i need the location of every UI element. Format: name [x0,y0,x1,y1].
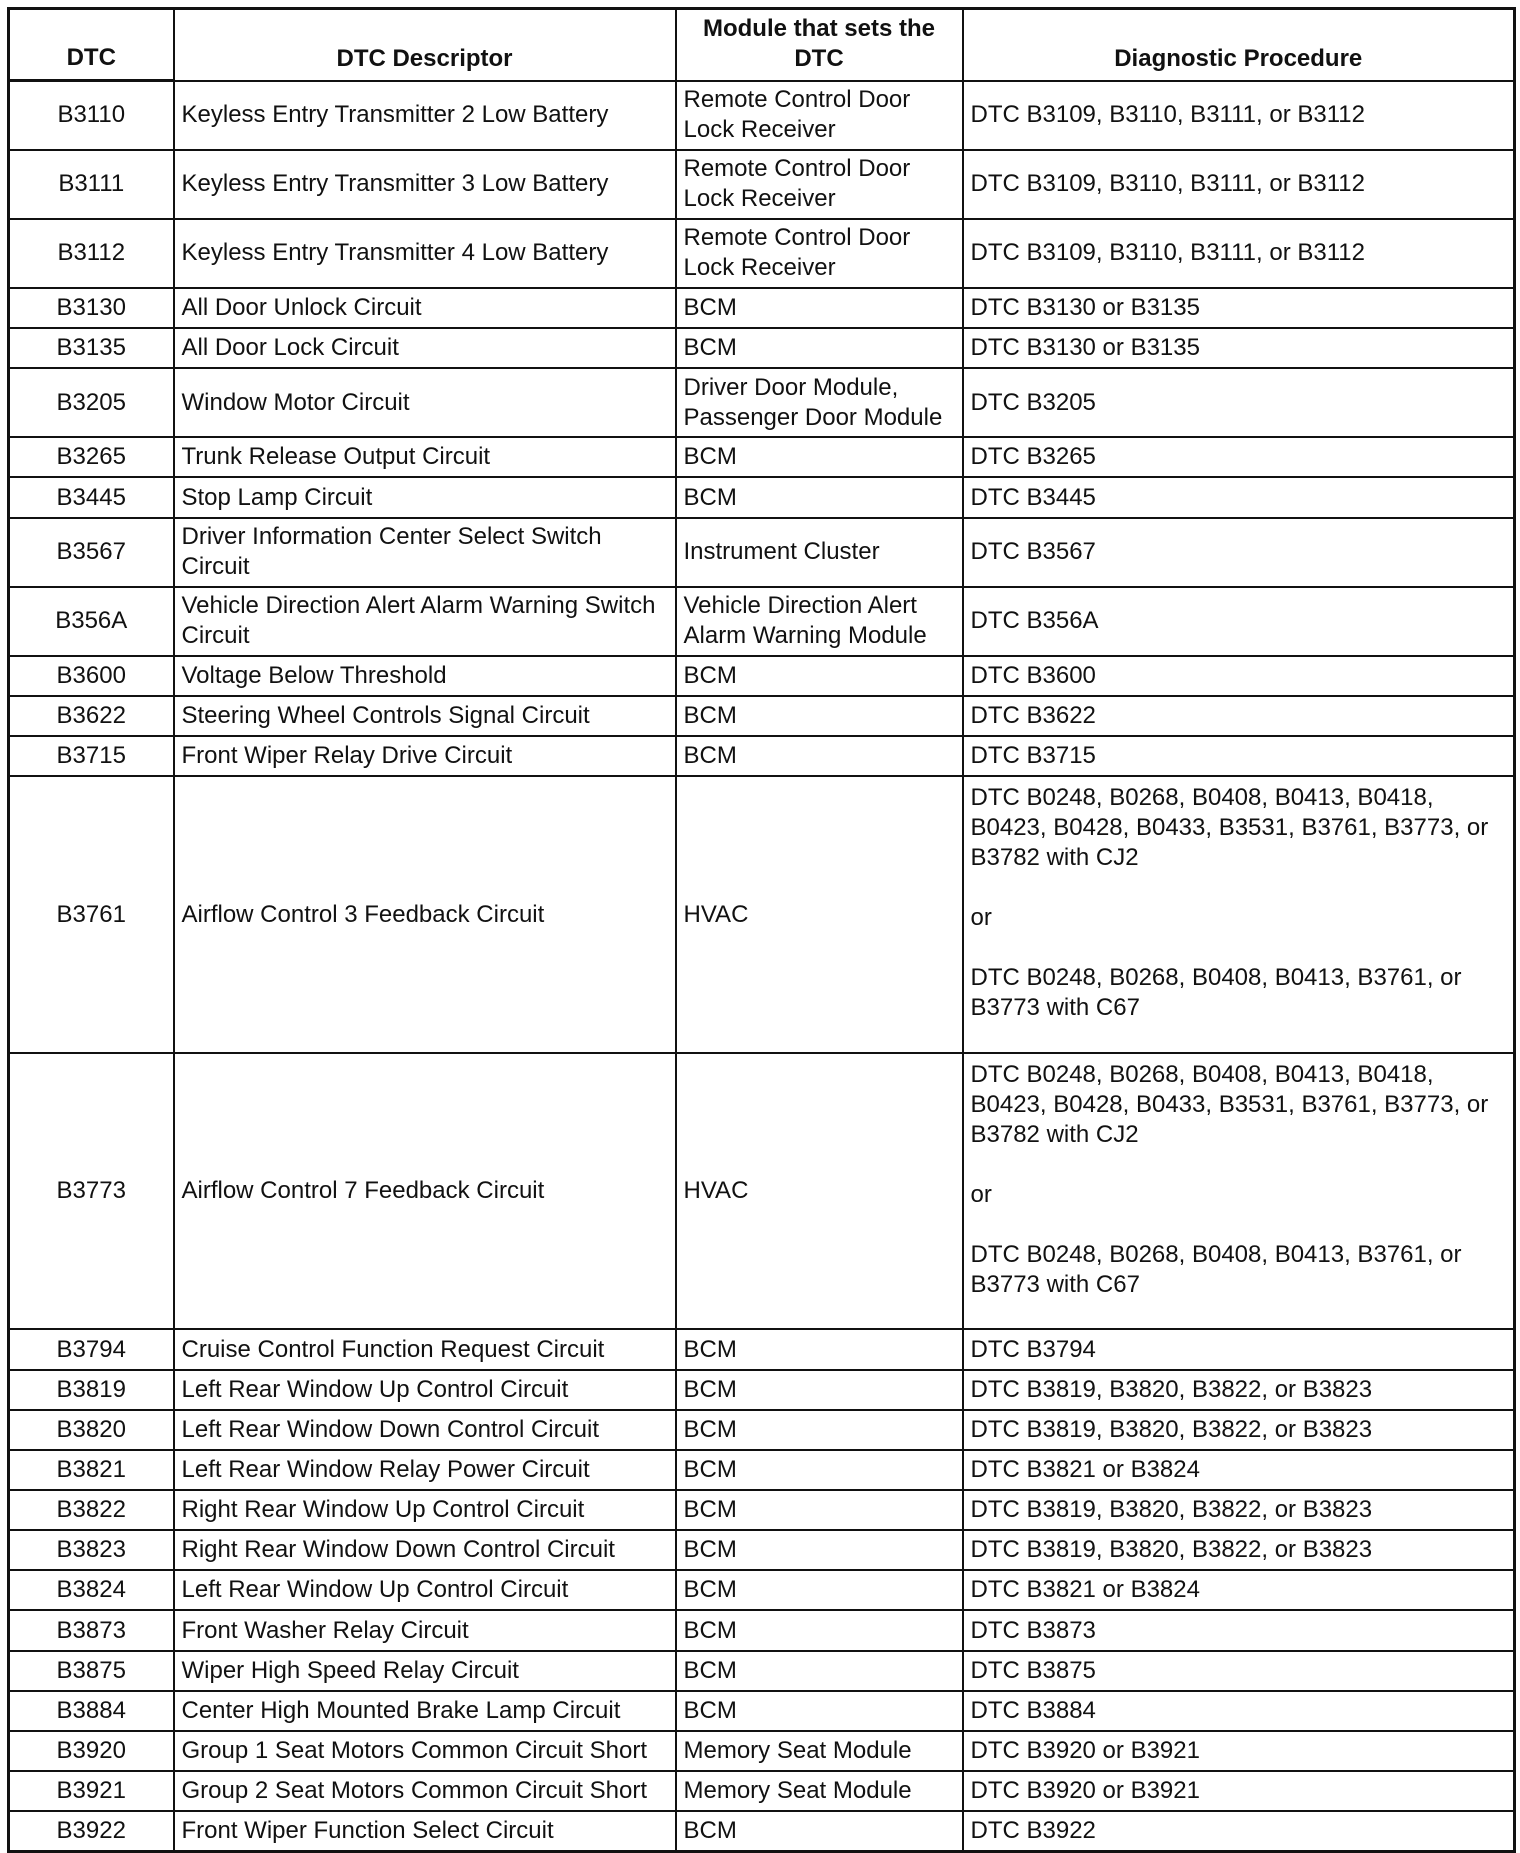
cell-module: BCM [676,1811,963,1851]
table-row [9,437,1515,477]
cell-dtc: B3761 [9,776,174,1053]
cell-module: BCM [676,736,963,776]
cell-dtc: B3130 [9,288,174,328]
table-row [9,1450,1515,1490]
cell-descriptor: Trunk Release Output Circuit [174,437,676,477]
cell-descriptor: Steering Wheel Controls Signal Circuit [174,696,676,736]
header-row [9,9,1515,81]
cell-procedure: DTC B3819, B3820, B3822, or B3823 [963,1410,1515,1450]
cell-procedure: DTC B3920 or B3921 [963,1731,1515,1771]
table-row [9,477,1515,517]
cell-dtc: B3110 [9,81,174,150]
table-row [9,776,1515,1053]
header-descriptor: DTC Descriptor [174,9,676,81]
table-row [9,1731,1515,1771]
table-row [9,1570,1515,1610]
cell-descriptor: Vehicle Direction Alert Alarm Warning Switch Circuit [174,587,676,656]
cell-descriptor: Wiper High Speed Relay Circuit [174,1651,676,1691]
cell-module: Remote Control Door Lock Receiver [676,81,963,150]
cell-module: Memory Seat Module [676,1771,963,1811]
table-row [9,1329,1515,1369]
cell-descriptor: Airflow Control 7 Feedback Circuit [174,1053,676,1330]
table-row [9,328,1515,368]
cell-procedure: DTC B356A [963,587,1515,656]
cell-dtc: B356A [9,587,174,656]
cell-descriptor: Group 1 Seat Motors Common Circuit Short [174,1731,676,1771]
cell-procedure: DTC B3265 [963,437,1515,477]
cell-descriptor: Left Rear Window Down Control Circuit [174,1410,676,1450]
cell-procedure: DTC B0248, B0268, B0408, B0413, B0418, B0423, B0428, B0433, B3531, B3761, B3773, or B3782 with CJ2 or DTC B0248, B0268, B0408, B0413, B3761, or B3773 with C67 [963,1053,1515,1330]
cell-dtc: B3111 [9,150,174,219]
table-row [9,1651,1515,1691]
cell-module: Vehicle Direction Alert Alarm Warning Module [676,587,963,656]
cell-descriptor: Keyless Entry Transmitter 2 Low Battery [174,81,676,150]
table-row [9,368,1515,437]
cell-module: BCM [676,1691,963,1731]
cell-procedure: DTC B3821 or B3824 [963,1450,1515,1490]
header-module: Module that sets the DTC [676,9,963,81]
cell-procedure: DTC B3109, B3110, B3111, or B3112 [963,150,1515,219]
table-row [9,696,1515,736]
cell-descriptor: Right Rear Window Down Control Circuit [174,1530,676,1570]
table-row [9,1811,1515,1851]
cell-procedure: DTC B3109, B3110, B3111, or B3112 [963,81,1515,150]
cell-module: BCM [676,1450,963,1490]
table-row [9,1691,1515,1731]
cell-descriptor: Window Motor Circuit [174,368,676,437]
cell-dtc: B3821 [9,1450,174,1490]
cell-module: Remote Control Door Lock Receiver [676,219,963,288]
cell-dtc: B3445 [9,477,174,517]
cell-descriptor: Driver Information Center Select Switch Circuit [174,518,676,587]
cell-dtc: B3922 [9,1811,174,1851]
cell-dtc: B3622 [9,696,174,736]
table-row [9,1771,1515,1811]
cell-module: Memory Seat Module [676,1731,963,1771]
cell-descriptor: Left Rear Window Up Control Circuit [174,1370,676,1410]
cell-dtc: B3135 [9,328,174,368]
table-row [9,1053,1515,1330]
table-row [9,1530,1515,1570]
cell-module: BCM [676,656,963,696]
cell-dtc: B3820 [9,1410,174,1450]
cell-dtc: B3794 [9,1329,174,1369]
cell-dtc: B3265 [9,437,174,477]
cell-descriptor: Airflow Control 3 Feedback Circuit [174,776,676,1053]
cell-module: BCM [676,1410,963,1450]
cell-descriptor: Keyless Entry Transmitter 4 Low Battery [174,219,676,288]
cell-procedure: DTC B3794 [963,1329,1515,1369]
cell-dtc: B3567 [9,518,174,587]
table-row [9,656,1515,696]
cell-descriptor: Front Wiper Relay Drive Circuit [174,736,676,776]
cell-descriptor: Front Washer Relay Circuit [174,1610,676,1650]
cell-procedure: DTC B3130 or B3135 [963,328,1515,368]
cell-procedure: DTC B3600 [963,656,1515,696]
cell-module: HVAC [676,776,963,1053]
header-procedure: Diagnostic Procedure [963,9,1515,81]
cell-dtc: B3823 [9,1530,174,1570]
cell-procedure: DTC B3922 [963,1811,1515,1851]
cell-module: Driver Door Module, Passenger Door Module [676,368,963,437]
cell-procedure: DTC B3821 or B3824 [963,1570,1515,1610]
cell-module: BCM [676,1530,963,1570]
cell-dtc: B3112 [9,219,174,288]
cell-dtc: B3824 [9,1570,174,1610]
cell-module: BCM [676,1329,963,1369]
cell-descriptor: Keyless Entry Transmitter 3 Low Battery [174,150,676,219]
table-row [9,1410,1515,1450]
table-row [9,518,1515,587]
table-row [9,736,1515,776]
table-row [9,1490,1515,1530]
cell-procedure: DTC B3567 [963,518,1515,587]
cell-procedure: DTC B0248, B0268, B0408, B0413, B0418, B0423, B0428, B0433, B3531, B3761, B3773, or B3782 with CJ2 or DTC B0248, B0268, B0408, B0413, B3761, or B3773 with C67 [963,776,1515,1053]
cell-dtc: B3773 [9,1053,174,1330]
cell-dtc: B3715 [9,736,174,776]
cell-module: BCM [676,288,963,328]
cell-descriptor: Group 2 Seat Motors Common Circuit Short [174,1771,676,1811]
cell-procedure: DTC B3622 [963,696,1515,736]
cell-descriptor: Right Rear Window Up Control Circuit [174,1490,676,1530]
cell-procedure: DTC B3819, B3820, B3822, or B3823 [963,1370,1515,1410]
cell-dtc: B3819 [9,1370,174,1410]
cell-module: BCM [676,1570,963,1610]
cell-descriptor: Cruise Control Function Request Circuit [174,1329,676,1369]
cell-procedure: DTC B3205 [963,368,1515,437]
cell-module: Remote Control Door Lock Receiver [676,150,963,219]
cell-procedure: DTC B3109, B3110, B3111, or B3112 [963,219,1515,288]
cell-descriptor: Center High Mounted Brake Lamp Circuit [174,1691,676,1731]
cell-procedure: DTC B3873 [963,1610,1515,1650]
cell-descriptor: All Door Lock Circuit [174,328,676,368]
cell-dtc: B3884 [9,1691,174,1731]
cell-descriptor: Voltage Below Threshold [174,656,676,696]
cell-dtc: B3873 [9,1610,174,1650]
table-row [9,1370,1515,1410]
cell-module: Instrument Cluster [676,518,963,587]
cell-module: BCM [676,1610,963,1650]
cell-procedure: DTC B3875 [963,1651,1515,1691]
cell-dtc: B3920 [9,1731,174,1771]
cell-module: BCM [676,437,963,477]
cell-dtc: B3205 [9,368,174,437]
cell-dtc: B3600 [9,656,174,696]
cell-procedure: DTC B3130 or B3135 [963,288,1515,328]
cell-module: BCM [676,1490,963,1530]
cell-module: BCM [676,328,963,368]
cell-procedure: DTC B3884 [963,1691,1515,1731]
table-body [9,81,1515,1852]
dtc-table [7,7,1516,1853]
cell-descriptor: Front Wiper Function Select Circuit [174,1811,676,1851]
cell-dtc: B3822 [9,1490,174,1530]
cell-module: BCM [676,696,963,736]
cell-procedure: DTC B3445 [963,477,1515,517]
cell-procedure: DTC B3819, B3820, B3822, or B3823 [963,1490,1515,1530]
table-row [9,288,1515,328]
cell-procedure: DTC B3715 [963,736,1515,776]
cell-procedure: DTC B3819, B3820, B3822, or B3823 [963,1530,1515,1570]
cell-descriptor: Left Rear Window Up Control Circuit [174,1570,676,1610]
header-dtc: DTC [9,9,174,81]
cell-module: BCM [676,1651,963,1691]
cell-module: BCM [676,1370,963,1410]
cell-descriptor: All Door Unlock Circuit [174,288,676,328]
table-row [9,81,1515,150]
cell-procedure: DTC B3920 or B3921 [963,1771,1515,1811]
cell-descriptor: Left Rear Window Relay Power Circuit [174,1450,676,1490]
cell-dtc: B3921 [9,1771,174,1811]
table-row [9,1610,1515,1650]
table-row [9,587,1515,656]
cell-dtc: B3875 [9,1651,174,1691]
cell-descriptor: Stop Lamp Circuit [174,477,676,517]
cell-module: BCM [676,477,963,517]
cell-module: HVAC [676,1053,963,1330]
table-row [9,219,1515,288]
table-row [9,150,1515,219]
